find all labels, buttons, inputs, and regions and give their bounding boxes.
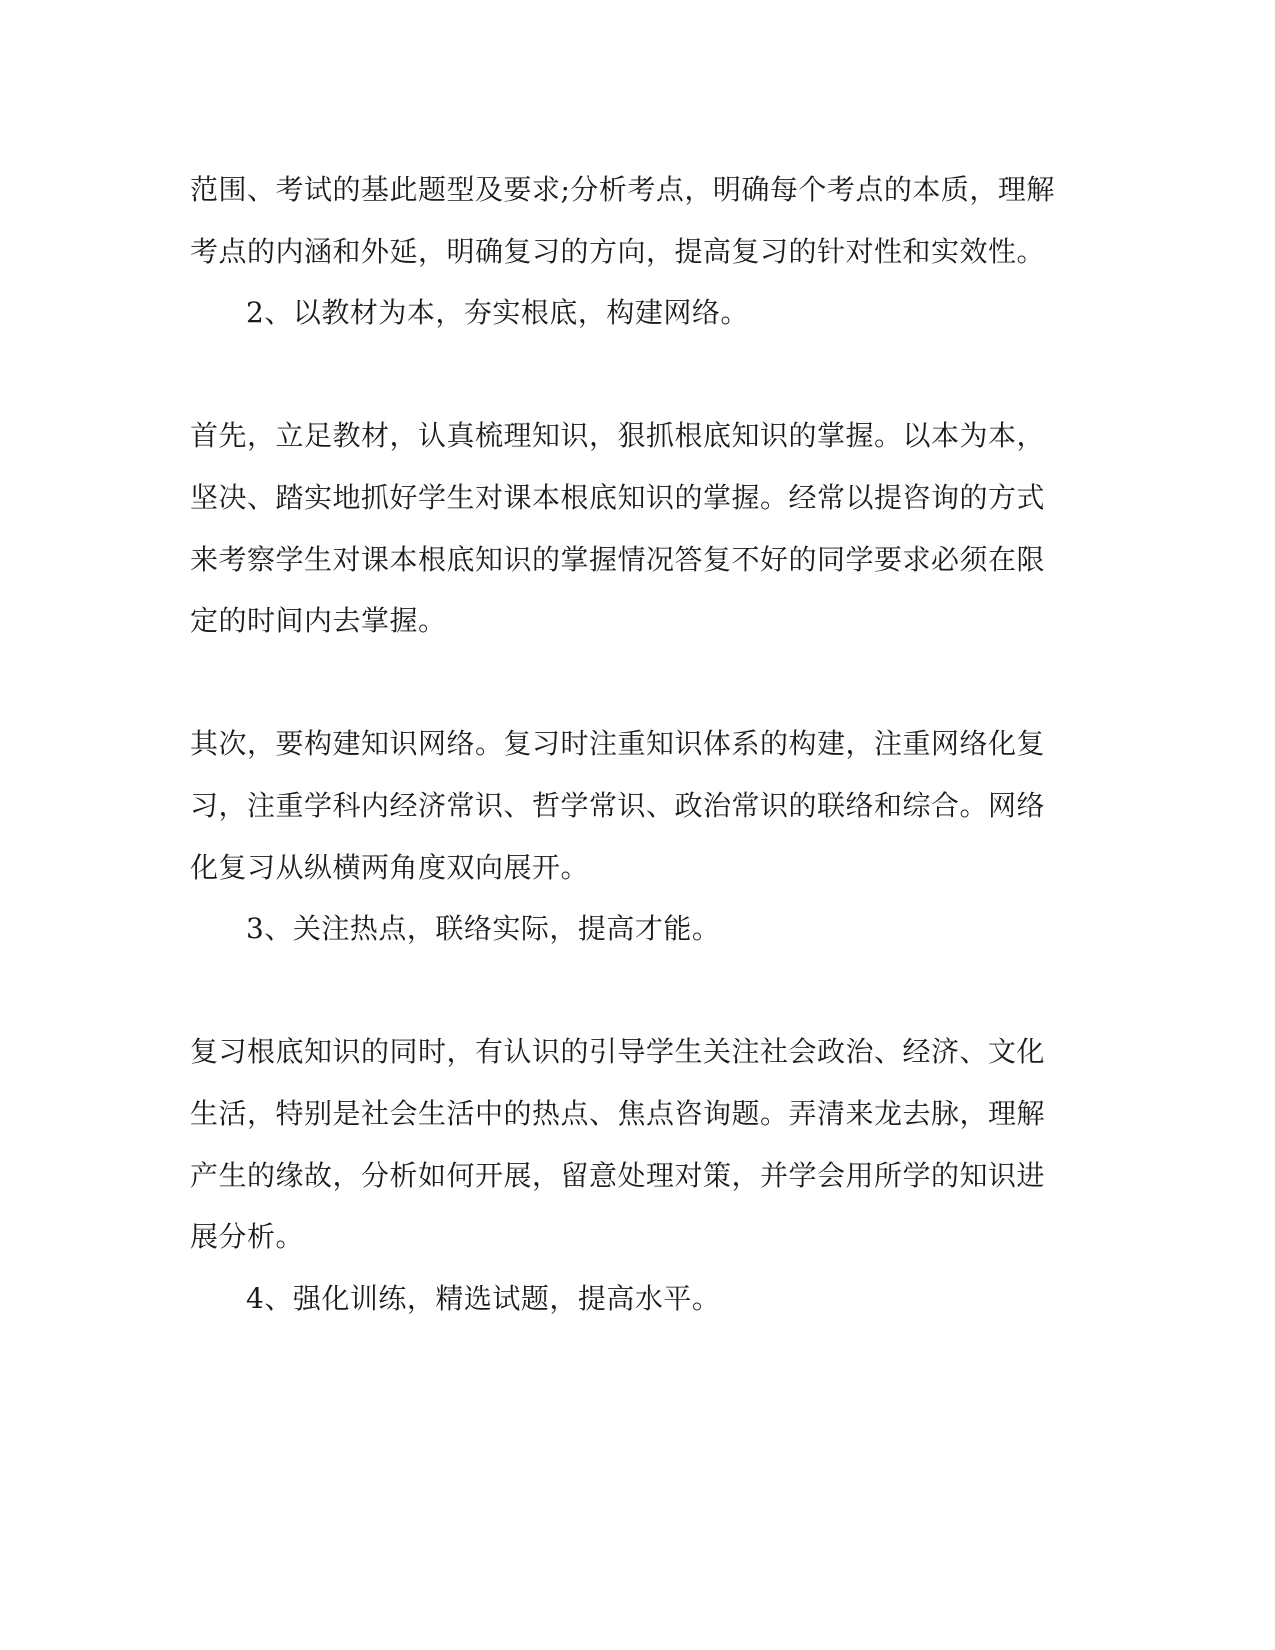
paragraph-line: 产生的缘故，分析如何开展，留意处理对策，并学会用所学的知识进 <box>190 1159 1046 1192</box>
section-heading: 2、以教材为本，夯实根底，构建网络。 <box>246 296 749 329</box>
paragraph-line: 范围、考试的基此题型及要求;分析考点，明确每个考点的本质，理解 <box>190 173 1055 206</box>
section-heading: 3、关注热点，联络实际，提高才能。 <box>246 912 721 945</box>
paragraph-line: 考点的内涵和外延，明确复习的方向，提高复习的针对性和实效性。 <box>190 235 1046 268</box>
paragraph-line: 坚决、踏实地抓好学生对课本根底知识的掌握。经常以提咨询的方式 <box>190 481 1046 514</box>
paragraph-line: 生活，特别是社会生活中的热点、焦点咨询题。弄清来龙去脉，理解 <box>190 1097 1046 1130</box>
paragraph-line: 习，注重学科内经济常识、哲学常识、政治常识的联络和综合。网络 <box>190 789 1046 822</box>
paragraph-line: 定的时间内去掌握。 <box>190 604 447 637</box>
paragraph-line: 复习根底知识的同时，有认识的引导学生关注社会政治、经济、文化 <box>190 1035 1046 1068</box>
section-heading: 4、强化训练，精选试题，提高水平。 <box>246 1282 721 1315</box>
paragraph-line: 其次，要构建知识网络。复习时注重知识体系的构建，注重网络化复 <box>190 727 1046 760</box>
paragraph-line: 首先，立足教材，认真梳理知识，狠抓根底知识的掌握。以本为本， <box>190 419 1046 452</box>
paragraph-line: 展分析。 <box>190 1220 305 1253</box>
paragraph-line: 化复习从纵横两角度双向展开。 <box>190 851 590 884</box>
paragraph-line: 来考察学生对课本根底知识的掌握情况答复不好的同学要求必须在限 <box>190 543 1046 576</box>
